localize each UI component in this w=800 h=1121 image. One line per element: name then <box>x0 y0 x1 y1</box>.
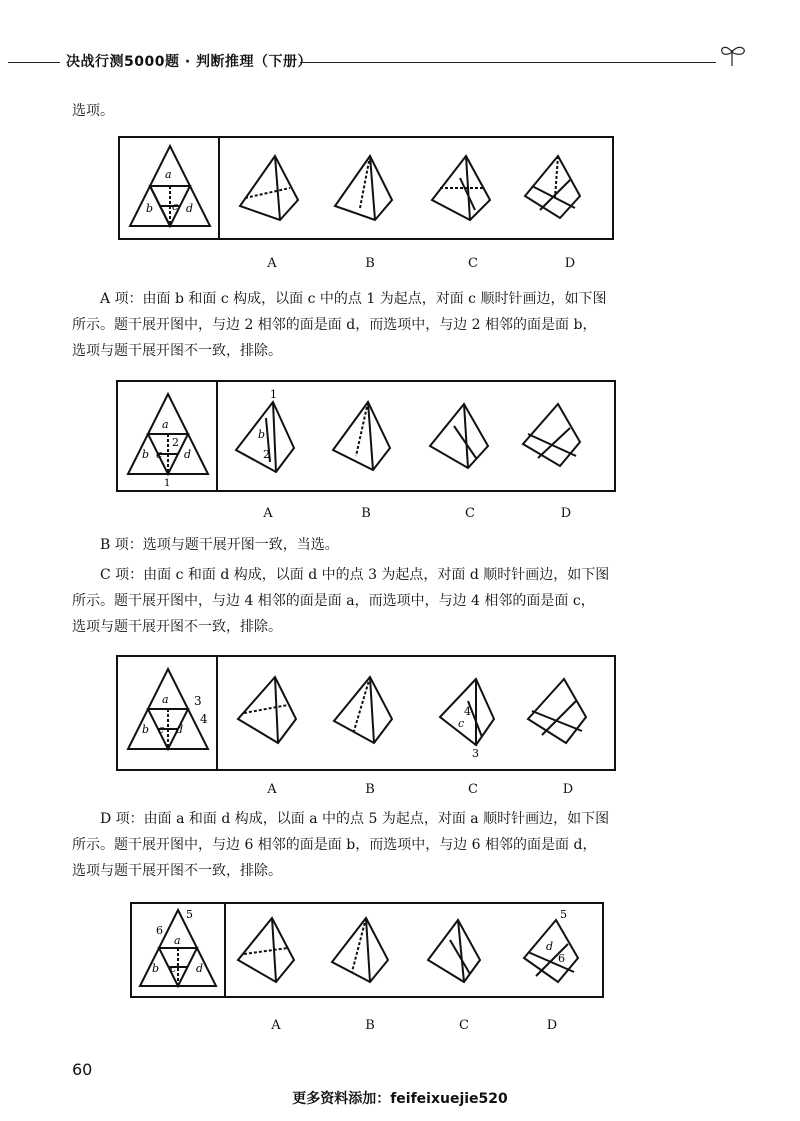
pyramid-option-b <box>335 156 392 220</box>
net-label-a: a <box>162 418 169 431</box>
figure-2 <box>116 380 616 492</box>
explanation-d-line3: 选项与题干展开图不一致，排除。 <box>72 863 282 879</box>
explanation-a-line1: A 项：由面 b 和面 c 构成，以面 c 中的点 1 为起点，对面 c 顺时针画边，如下图 <box>100 291 607 307</box>
edge-mark-6-option: 6 <box>558 952 565 965</box>
pyramid-option-c <box>430 404 488 468</box>
face-label-b: b <box>258 428 266 441</box>
point-mark-5-option: 5 <box>560 908 567 921</box>
explanation-a <box>72 286 692 364</box>
edge-mark-2-option: 2 <box>263 448 270 461</box>
option-label-d: D <box>562 782 574 797</box>
option-label-b: B <box>361 506 371 521</box>
option-label-d: D <box>546 1018 558 1033</box>
running-header <box>0 48 800 74</box>
pyramid-option-d <box>525 156 580 218</box>
option-label-b: B <box>365 256 375 271</box>
net-label-a: a <box>162 693 169 706</box>
option-label-d: D <box>560 506 572 521</box>
pyramid-option-b <box>334 677 392 743</box>
page-number: 60 <box>72 1060 93 1079</box>
explanation-d <box>72 806 692 884</box>
pyramid-option-d <box>523 404 580 466</box>
point-mark-1-top: 1 <box>270 388 277 401</box>
intro-text: 选项。 <box>72 103 114 119</box>
pyramid-option-d <box>528 679 586 743</box>
explanation-c <box>72 562 692 640</box>
net-label-d: d <box>186 202 194 215</box>
edge-mark-4-option: 4 <box>464 705 471 718</box>
option-label-c: C <box>459 1018 469 1033</box>
explanation-c-line3: 选项与题干展开图不一致，排除。 <box>72 619 282 635</box>
net-label-a: a <box>174 934 181 947</box>
header-rule-left <box>8 62 60 63</box>
face-label-d: d <box>546 940 554 953</box>
explanation-d-line1: D 项：由面 a 和面 d 构成，以面 a 中的点 5 为起点，对面 a 顺时针画边，如下图 <box>100 811 610 827</box>
sprout-icon <box>718 42 748 68</box>
explanation-b-line1: B 项：选项与题干展开图一致，当选。 <box>100 537 339 553</box>
pyramid-option-a <box>240 156 298 220</box>
pyramid-option-b <box>332 918 388 982</box>
figure-4-drawing <box>132 904 602 996</box>
figure-2-drawing <box>118 382 614 490</box>
explanation-c-line2: 所示。题干展开图中，与边 4 相邻的面是面 a，而选项中，与边 4 相邻的面是面 c， <box>72 593 595 609</box>
option-label-a: A <box>263 506 273 521</box>
pyramid-option-c <box>432 156 490 220</box>
figure-1 <box>118 136 614 240</box>
edge-mark-6: 6 <box>156 924 163 937</box>
point-mark-1: 1 <box>164 478 171 489</box>
pyramid-option-a <box>238 918 294 982</box>
footer-note: 更多资料添加：feifeixuejie520 <box>292 1091 508 1107</box>
net-label-b: b <box>152 962 160 975</box>
pyramid-option-a <box>238 677 296 743</box>
figure-4 <box>130 902 604 998</box>
figure-3 <box>116 655 616 771</box>
option-label-a: A <box>271 1018 281 1033</box>
net-label-b: b <box>142 448 150 461</box>
net-label-c: c <box>156 448 163 461</box>
option-label-c: C <box>465 506 475 521</box>
net-label-d: d <box>176 723 184 736</box>
point-mark-3-option: 3 <box>472 747 479 760</box>
point-mark-3: 3 <box>194 694 202 708</box>
explanation-b <box>72 532 692 558</box>
figure-1-drawing <box>120 138 612 238</box>
option-label-c: C <box>468 256 478 271</box>
net-label-b: b <box>146 202 154 215</box>
header-title: 决战行测5000题 · 判断推理（下册） <box>66 54 313 70</box>
explanation-a-line2: 所示。题干展开图中，与边 2 相邻的面是面 d，而选项中，与边 2 相邻的面是面 b， <box>72 317 597 333</box>
option-label-a: A <box>267 256 277 271</box>
explanation-a-line3: 选项与题干展开图不一致，排除。 <box>72 343 282 359</box>
header-rule-right <box>300 62 716 63</box>
option-label-d: D <box>564 256 576 271</box>
net-label-a: a <box>165 168 172 181</box>
face-label-c: c <box>458 717 465 730</box>
net-label-d: d <box>184 448 192 461</box>
point-mark-5: 5 <box>186 908 193 921</box>
net-label-d: d <box>196 962 204 975</box>
net-label-b: b <box>142 723 150 736</box>
edge-mark-2: 2 <box>172 436 179 449</box>
option-label-c: C <box>468 782 478 797</box>
explanation-d-line2: 所示。题干展开图中，与边 6 相邻的面是面 b，而选项中，与边 6 相邻的面是面 d， <box>72 837 597 853</box>
net-label-c: c <box>158 723 165 736</box>
figure-3-drawing <box>118 657 614 769</box>
explanation-c-line1: C 项：由面 c 和面 d 构成，以面 d 中的点 3 为起点，对面 d 顺时针画边，如下图 <box>100 567 610 583</box>
option-label-b: B <box>365 782 375 797</box>
option-label-a: A <box>267 782 277 797</box>
net-label-c: c <box>172 200 179 213</box>
option-label-b: B <box>365 1018 375 1033</box>
edge-mark-4: 4 <box>200 712 208 726</box>
pyramid-option-b <box>333 402 390 470</box>
net-label-c: c <box>170 962 177 975</box>
pyramid-option-c <box>428 920 480 982</box>
